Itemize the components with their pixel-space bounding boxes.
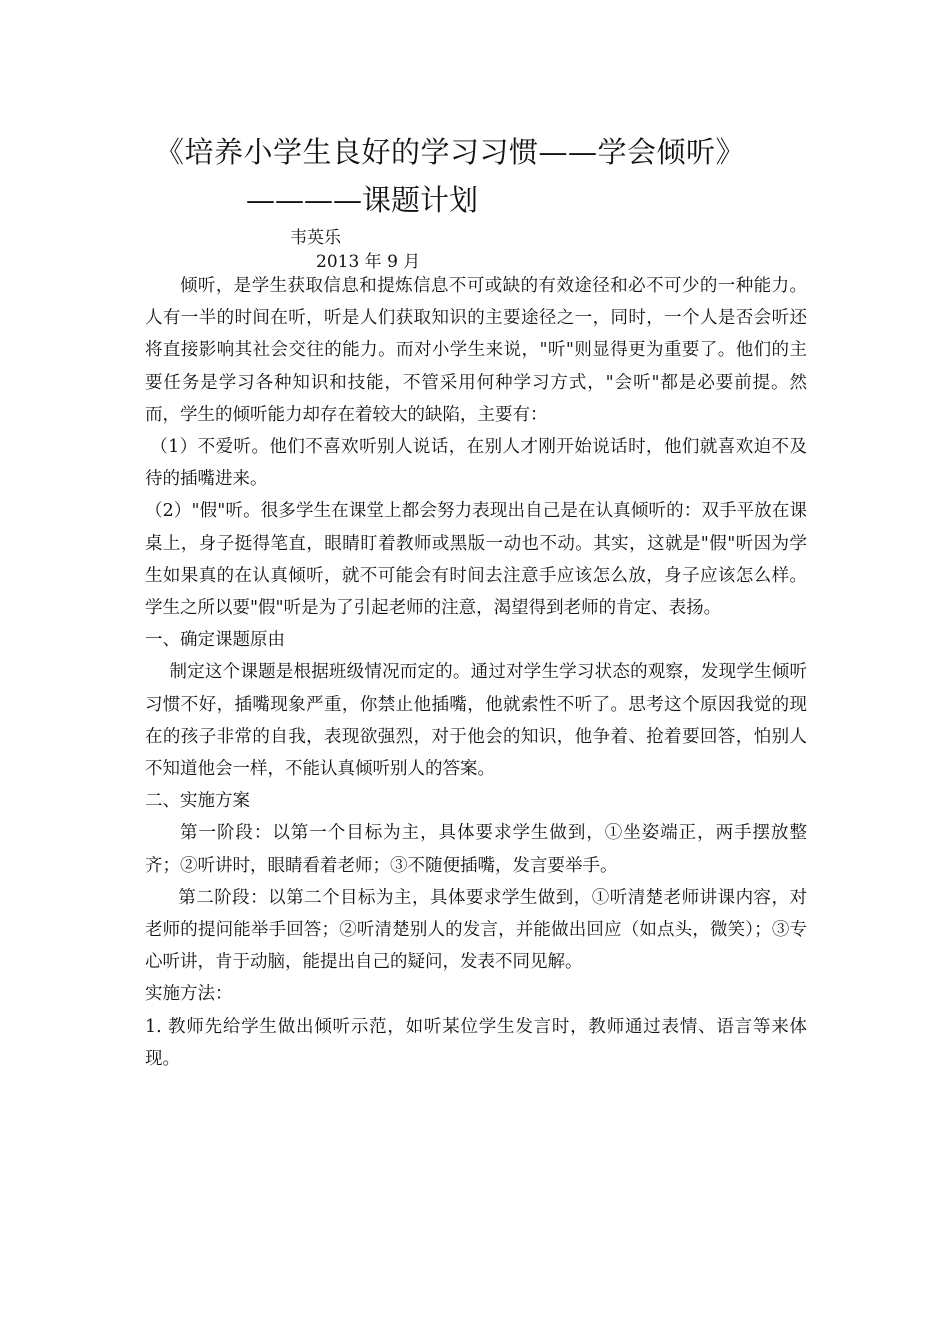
- section-heading-1: 一、确定课题原由: [145, 630, 285, 651]
- paragraph-stage-1: 第一阶段：以第一个目标为主，具体要求学生做到，①坐姿端正，两手摆放整齐；②听讲时，眼睛看着老师；③不随便插嘴，发言要举手。: [145, 823, 807, 876]
- paragraph-reason: 制定这个课题是根据班级情况而定的。通过对学生学习状态的观察，发现学生倾听习惯不好，插嘴现象严重，你禁止他插嘴，他就索性不听了。思考这个原因我觉的现在的孩子非常的自我，表现欲强烈，对于他会的知识，他争着、抢着要回答，怕别人不知道他会一样，不能认真倾听别人的答案。: [145, 662, 807, 780]
- paragraph-point-2: （2）"假"听。很多学生在课堂上都会努力表现出自己是在认真倾听的：双手平放在课桌上，身子挺得笔直，眼睛盯着教师或黑版一动也不动。其实，这就是"假"听因为学生如果真的在认真倾听，就不可能会有时间去注意手应该怎么放，身子应该怎么样。学生之所以要"假"听是为了引起老师的注意，渴望得到老师的肯定、表扬。: [145, 501, 807, 619]
- section-heading-2: 二、实施方案: [145, 791, 250, 812]
- author-name: 韦英乐: [290, 228, 341, 248]
- document-subtitle: ————课题计划: [246, 183, 479, 217]
- paragraph-stage-2: 第二阶段：以第二个目标为主，具体要求学生做到，①听清楚老师讲课内容，对老师的提问能举手回答；②听清楚别人的发言，并能做出回应（如点头，微笑）；③专心听讲，肯于动脑，能提出自己的疑问，发表不同见解。: [145, 887, 807, 973]
- paragraph-point-1: （1）不爱听。他们不喜欢听别人说话，在别人才刚开始说话时，他们就喜欢迫不及待的插嘴进来。: [145, 437, 807, 490]
- paragraph-methods-heading: 实施方法：: [145, 984, 233, 1005]
- document-date: 2013 年 9 月: [316, 252, 421, 272]
- paragraph-method-1: 1. 教师先给学生做出倾听示范，如听某位学生发言时，教师通过表情、语言等来体现。: [145, 1016, 807, 1069]
- paragraph-intro: 倾听，是学生获取信息和提炼信息不可或缺的有效途径和必不可少的一种能力。人有一半的时间在听，听是人们获取知识的主要途径之一，同时，一个人是否会听还将直接影响其社会交往的能力。而对小学生来说，"听"则显得更为重要了。他们的主要任务是学习各种知识和技能，不管采用何种学习方式，"会听"都是必要前提。然而，学生的倾听能力却存在着较大的缺陷，主要有：: [145, 276, 807, 425]
- document-body: [145, 270, 807, 1075]
- document-title: 《培养小学生良好的学习习惯——学会倾听》: [155, 135, 746, 169]
